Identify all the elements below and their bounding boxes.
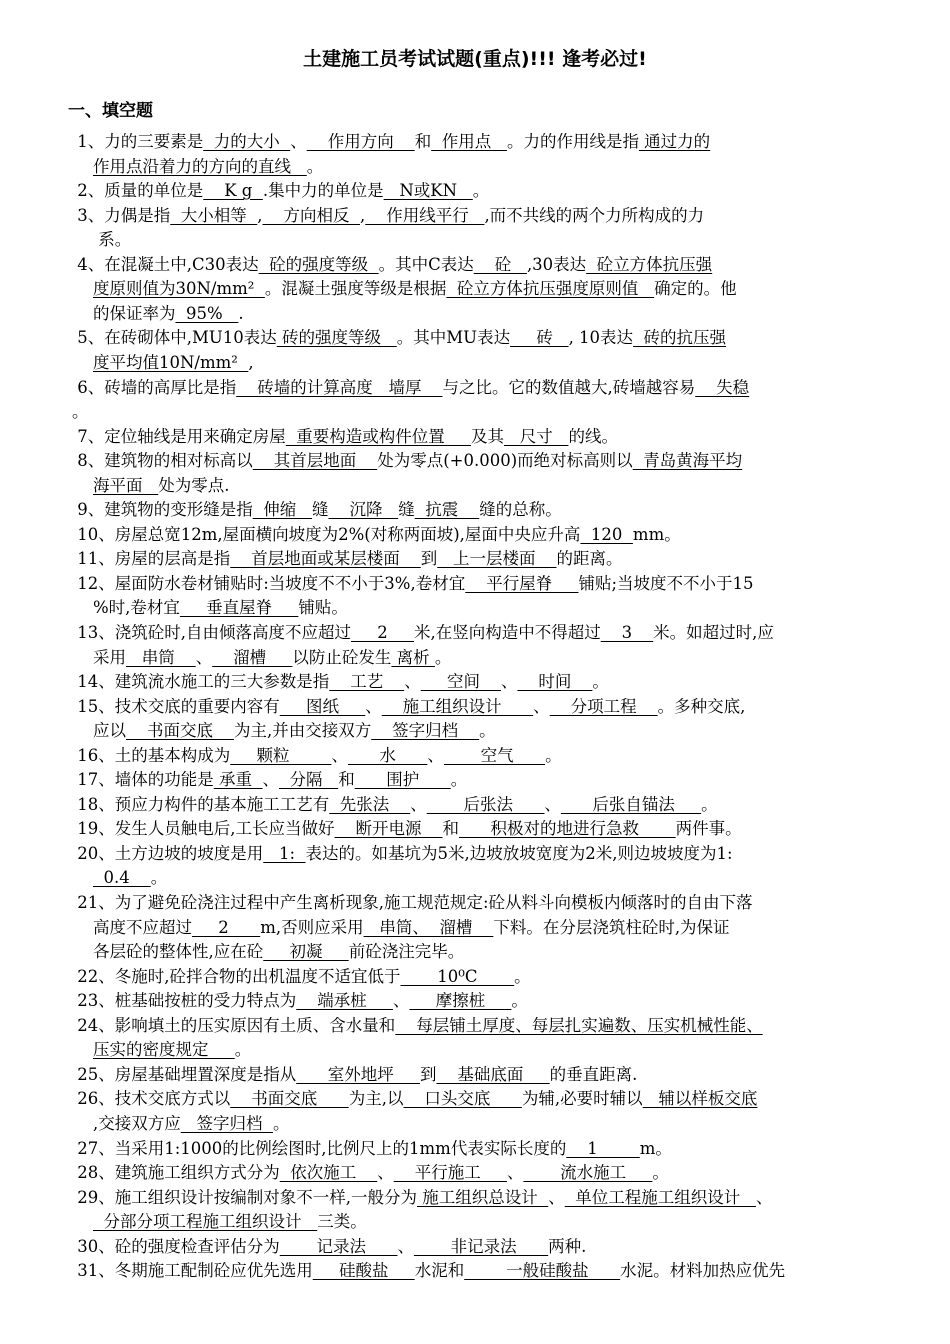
question-text: 和 — [414, 132, 432, 151]
answer-blank: 空气 — [443, 745, 546, 765]
question-line — [72, 400, 892, 425]
answer-blank: 书面交底 — [125, 721, 234, 741]
question-item — [72, 965, 892, 990]
question-item — [72, 1186, 892, 1235]
answer-blank: 围护 — [354, 770, 451, 790]
answer-blank: 硅酸盐 — [312, 1261, 415, 1281]
question-text: 及其 — [470, 426, 504, 446]
question-text: 的保证率为 — [72, 303, 176, 323]
question-text: 米,在竖向构造中不得超过 — [413, 623, 601, 642]
answer-blank: 作用方向 — [306, 132, 415, 151]
question-text — [72, 1040, 93, 1059]
question-text: 、 — [195, 647, 213, 667]
question-line — [72, 989, 892, 1014]
question-text: 系。 — [72, 230, 132, 250]
question-text: 。 — [72, 402, 89, 422]
question-item — [72, 326, 892, 375]
answer-blank: 尺寸 — [503, 426, 569, 446]
question-item — [72, 130, 892, 179]
answer-blank: 砖的抗压强 — [633, 328, 727, 348]
question-line — [72, 1161, 892, 1186]
answer-blank: 砼立方体抗压强 — [586, 254, 713, 274]
question-text: 高度不应超过 — [72, 917, 192, 937]
question-text: 缝 — [311, 500, 329, 520]
answer-blank: 其首层地面 — [252, 451, 378, 471]
answer-blank: 10⁰C — [400, 966, 515, 986]
question-text: 的距离。 — [556, 549, 623, 569]
question-text — [72, 353, 93, 372]
question-text: 、 — [377, 1163, 394, 1183]
answer-blank: 2 — [351, 623, 414, 642]
question-item — [72, 572, 892, 621]
question-line — [72, 1137, 892, 1162]
question-line — [72, 449, 892, 474]
question-text: 。其中MU表达 — [396, 328, 511, 348]
answer-blank: 方向相反 — [262, 205, 360, 225]
question-line — [72, 523, 892, 548]
question-text: 。 — [306, 156, 324, 176]
answer-blank: 辅以样板交底 — [642, 1089, 758, 1109]
question-line — [72, 621, 892, 646]
answer-blank: 溜槽 — [212, 647, 293, 667]
answer-blank: 分隔 — [279, 770, 339, 790]
question-text: 、 — [544, 794, 561, 814]
answer-blank: 施工组织总设计 — [417, 1187, 549, 1207]
question-text: 。 — [472, 181, 490, 201]
question-line — [72, 228, 892, 253]
answer-blank: 砖墙的计算高度 墙厚 — [236, 377, 443, 397]
question-text: 为辅,必要时辅以 — [521, 1089, 643, 1109]
question-text: 3、力偶是指 — [72, 205, 171, 225]
question-text: 。 — [234, 1040, 252, 1060]
question-text: 。 — [511, 991, 528, 1011]
question-text: 31、冬期施工配制砼应优先选用 — [72, 1261, 313, 1281]
question-item — [72, 1087, 892, 1136]
answer-blank: 后张法 — [426, 794, 545, 814]
answer-blank: 流水施工 — [523, 1163, 653, 1183]
question-text: 5、在砖砌体中,MU10表达 — [72, 328, 277, 348]
answer-blank: 水 — [347, 745, 428, 765]
question-text — [72, 279, 93, 298]
answer-blank: 室外地坪 — [296, 1064, 420, 1084]
question-line — [72, 376, 892, 401]
question-text: 。 — [272, 1113, 290, 1133]
question-text: 、 — [290, 132, 307, 151]
question-text: 的线。 — [568, 426, 618, 446]
question-text: 15、技术交底的重要内容有 — [72, 696, 280, 716]
question-text: 27、当采用1:1000的比例绘图时,比例尺上的1mm代表实际长度的 — [72, 1138, 567, 1158]
answer-blank: 作用点 — [431, 132, 507, 151]
answer-blank: 摩擦桩 — [409, 991, 512, 1011]
question-text: 。 — [545, 745, 562, 765]
question-text: , — [248, 352, 254, 372]
answer-blank: 重要构造或构件位置 — [285, 426, 471, 446]
answer-blank: 作用点沿着力的方向的直线 — [92, 156, 307, 176]
answer-blank: 120 — [580, 524, 633, 544]
answer-blank: 分项工程 — [549, 696, 658, 716]
question-text: 9、建筑物的变形缝是指 — [72, 500, 253, 520]
question-item — [72, 1137, 892, 1162]
question-item — [72, 179, 892, 204]
answer-blank: 签字归档 — [180, 1113, 273, 1133]
question-text: 29、施工组织设计按编制对象不一样,一般分为 — [72, 1187, 417, 1207]
question-item — [72, 253, 892, 327]
question-text: 为主,并由交接双方 — [233, 721, 372, 741]
question-text: 两种. — [548, 1236, 587, 1256]
question-text: 。 — [479, 721, 496, 741]
question-item — [72, 670, 892, 695]
question-text: 22、冬施时,砼拌合物的出机温度不适宜低于 — [72, 966, 401, 986]
question-line — [72, 866, 892, 891]
question-text: 。 — [150, 868, 168, 888]
question-text: 处为零点. — [158, 475, 230, 495]
question-line — [72, 351, 892, 376]
question-line — [72, 1014, 892, 1039]
question-text: 两件事。 — [675, 819, 742, 839]
answer-blank: 串筒 — [125, 647, 196, 667]
answer-blank: 基础底面 — [436, 1064, 550, 1084]
question-line — [72, 425, 892, 450]
question-text — [72, 476, 93, 495]
question-text: 确定的。他 — [654, 279, 737, 299]
question-line — [72, 253, 892, 278]
question-text: 20、土方边坡的坡度是用 — [72, 843, 264, 863]
question-text — [72, 1212, 93, 1231]
question-text: 下料。在分层浇筑柱砼时,为保证 — [493, 917, 730, 937]
question-text: 18、预应力构件的基本施工工艺有 — [72, 794, 330, 814]
answer-blank: 施工组织设计 — [381, 696, 534, 716]
question-line — [72, 842, 892, 867]
question-text: 米。如超过时,应 — [653, 623, 774, 642]
question-line — [72, 1063, 892, 1088]
question-text: ,而不共线的两个力所构成的力 — [484, 205, 705, 225]
answer-blank: 砼 — [473, 254, 527, 274]
answer-blank: 依次施工 — [279, 1163, 378, 1183]
question-text: 2、质量的单位是 — [72, 181, 204, 201]
answer-blank: 工艺 — [329, 672, 405, 692]
answer-blank: 2 — [191, 917, 261, 937]
question-line — [72, 817, 892, 842]
question-text: 。混凝土强度等级是根据 — [264, 279, 447, 299]
question-item — [72, 989, 892, 1014]
question-line — [72, 572, 892, 597]
answer-blank: 单位工程施工组织设计 — [564, 1187, 756, 1207]
question-item — [72, 1259, 892, 1284]
question-text: 铺贴;当坡度不不小于15 — [578, 573, 754, 593]
question-line — [72, 326, 892, 351]
answer-blank: 首层地面或某层楼面 — [230, 549, 421, 569]
question-text: 表达的。如基坑为5米,边坡放坡宽度为2米,则边坡坡度为1: — [305, 843, 733, 863]
answer-blank: 作用线平行 — [365, 205, 485, 225]
question-text: 14、建筑流水施工的三大参数是指 — [72, 672, 330, 692]
question-text: 。 — [514, 966, 531, 986]
question-line — [72, 670, 892, 695]
answer-blank: K g — [203, 181, 263, 201]
question-text: 水泥和 — [414, 1261, 465, 1281]
question-line — [72, 1210, 892, 1235]
question-item — [72, 376, 892, 425]
answer-blank: 后张自锚法 — [560, 794, 702, 814]
question-line — [72, 1186, 892, 1211]
question-line — [72, 547, 892, 572]
question-line — [72, 596, 892, 621]
question-text: 。力的作用线是指 — [506, 132, 639, 151]
question-line — [72, 179, 892, 204]
question-text: 、 — [533, 696, 550, 716]
answer-blank: 压实的密度规定 — [92, 1040, 235, 1060]
question-text: 、 — [506, 1163, 524, 1183]
answer-blank: 青岛黄海平均 — [632, 451, 743, 471]
answer-blank: 3 — [600, 623, 654, 642]
question-text: 。 — [450, 770, 468, 790]
question-item — [72, 547, 892, 572]
question-text: 4、在混凝土中,C30表达 — [72, 254, 259, 274]
question-text: m,否则应采用 — [260, 917, 364, 937]
question-line — [72, 940, 892, 965]
question-text — [72, 157, 93, 176]
answer-blank: 离析 — [391, 647, 435, 667]
question-line — [72, 277, 892, 302]
answer-blank: 每层铺土厚度、每层扎实遍数、压实机械性能、 — [395, 1015, 763, 1035]
question-text: 。 — [652, 1163, 669, 1183]
question-line — [72, 719, 892, 744]
question-item — [72, 1161, 892, 1186]
answer-blank: 端承桩 — [296, 991, 393, 1011]
answer-blank: 颗粒 — [230, 745, 332, 765]
question-text: 、 — [410, 794, 427, 814]
question-text: 。其中C表达 — [378, 254, 474, 274]
page-title: 土建施工员考试试题(重点)!!! 逢考必过! — [303, 48, 647, 70]
question-line — [72, 498, 892, 523]
answer-blank: 海平面 — [92, 475, 159, 495]
question-item — [72, 817, 892, 842]
question-text: 缝 — [398, 500, 415, 520]
answer-blank: 一般硅酸盐 — [464, 1261, 621, 1281]
answer-blank: 上一层楼面 — [437, 549, 557, 569]
question-text: mm。 — [632, 524, 681, 544]
question-item — [72, 768, 892, 793]
question-line — [72, 1112, 892, 1137]
question-text: 。 — [592, 672, 609, 692]
question-text: %时,卷材宜 — [72, 598, 180, 618]
question-text: 各层砼的整体性,应在砼 — [72, 942, 264, 962]
answer-blank: 平行屋脊 — [465, 573, 579, 593]
answer-blank: 积极对的地进行急救 — [458, 819, 676, 839]
question-line — [72, 1259, 892, 1284]
question-text: 和 — [338, 770, 355, 790]
answer-blank: 抗震 — [414, 500, 480, 520]
question-text: 水泥。材料加热应优先 — [620, 1261, 786, 1281]
question-line — [72, 474, 892, 499]
answer-blank: 书面交底 — [230, 1089, 349, 1109]
question-text: 与之比。它的数值越大,砖墙越容易 — [442, 377, 696, 397]
answer-blank: 失稳 — [695, 377, 750, 397]
question-line — [72, 1235, 892, 1260]
question-line — [72, 1038, 892, 1063]
answer-blank: 非记录法 — [413, 1236, 549, 1256]
answer-blank: 沉降 — [328, 500, 399, 520]
answer-blank: 分部分项工程施工组织设计 — [92, 1212, 318, 1232]
question-text: 。多种交底, — [657, 696, 746, 716]
question-item — [72, 744, 892, 769]
question-text: , — [257, 205, 263, 225]
answer-blank: 平行施工 — [393, 1163, 507, 1183]
question-text: 。 — [701, 794, 718, 814]
question-line — [72, 204, 892, 229]
answer-blank: 0.4 — [92, 868, 151, 888]
answer-blank: 伸缩 — [252, 500, 312, 520]
question-text: 、 — [427, 745, 444, 765]
question-text: ,30表达 — [526, 254, 587, 274]
question-text: 12、屋面防水卷材铺贴时:当坡度不不小于3%,卷材宜 — [72, 573, 466, 593]
question-text — [72, 868, 93, 887]
question-item — [72, 1235, 892, 1260]
answer-blank: 串筒、 溜槽 — [363, 917, 494, 937]
question-text: 缝的总称。 — [479, 500, 562, 520]
question-line — [72, 130, 892, 155]
question-text: 处为零点(+0.000)而绝对标高则以 — [377, 451, 633, 471]
question-text: 、 — [755, 1187, 773, 1207]
question-line — [72, 916, 892, 941]
question-text: 30、砼的强度检查评估分为 — [72, 1236, 280, 1256]
question-item — [72, 695, 892, 744]
question-item — [72, 1014, 892, 1063]
question-text: 、 — [397, 1236, 414, 1256]
question-line — [72, 646, 892, 671]
question-line — [72, 965, 892, 990]
question-text: 、 — [331, 745, 348, 765]
question-line — [72, 891, 892, 916]
question-line — [72, 1087, 892, 1112]
question-text: 13、浇筑砼时,自由倾落高度不应超过 — [72, 623, 351, 642]
answer-blank: 断开电源 — [334, 819, 443, 839]
question-text: 16、土的基本构成为 — [72, 745, 231, 765]
answer-blank: 砖的强度等级 — [276, 328, 397, 348]
question-item — [72, 621, 892, 670]
answer-blank: 图纸 — [279, 696, 366, 716]
answer-blank: 度平均值10N/mm² — [92, 352, 249, 372]
question-text: 21、为了避免砼浇注过程中产生离析现象,施工规范规定:砼从料斗向模板内倾落时的自由下落 — [72, 893, 753, 913]
answer-blank: 力的大小 — [203, 132, 291, 151]
question-text: . — [238, 303, 244, 323]
question-item — [72, 842, 892, 891]
question-text: 19、发生人员触电后,工长应当做好 — [72, 819, 335, 839]
question-text: 17、墙体的功能是 — [72, 770, 214, 790]
question-text: .集中力的单位是 — [262, 181, 384, 201]
question-line — [72, 793, 892, 818]
answer-blank: 签字归档 — [371, 721, 480, 741]
answer-blank: 口头交底 — [403, 1089, 522, 1109]
answer-blank: 承重 — [213, 770, 263, 790]
question-line — [72, 744, 892, 769]
question-text: 以防止砼发生 — [292, 647, 392, 667]
question-text: 应以 — [72, 721, 126, 741]
question-text: 、 — [392, 991, 410, 1011]
answer-blank: 通过力的 — [638, 132, 711, 151]
answer-blank: 初凝 — [263, 942, 349, 962]
answer-blank: 记录法 — [279, 1236, 398, 1256]
question-text: , — [359, 205, 366, 225]
question-line — [72, 302, 892, 327]
question-item — [72, 891, 892, 965]
question-text: 28、建筑施工组织方式分为 — [72, 1163, 280, 1183]
question-item — [72, 1063, 892, 1088]
question-text: 为主,以 — [348, 1089, 404, 1109]
question-line — [72, 768, 892, 793]
answer-blank: 先张法 — [329, 794, 411, 814]
question-text: 10、房屋总宽12m,屋面横向坡度为2%(对称两面坡),屋面中央应升高 — [72, 524, 581, 544]
question-text: 铺贴。 — [298, 598, 348, 618]
question-text: 6、砖墙的高厚比是指 — [72, 377, 237, 397]
question-text: 。 — [434, 647, 452, 667]
question-item — [72, 793, 892, 818]
question-text: 24、影响填土的压实原因有土质、含水量和 — [72, 1015, 396, 1035]
question-item — [72, 523, 892, 548]
question-text: 、 — [500, 672, 518, 692]
section-heading: 一、填空题 — [68, 101, 153, 121]
question-text: 1、力的三要素是 — [72, 132, 204, 151]
answer-blank: 垂直屋脊 — [179, 598, 299, 618]
question-text: 7、定位轴线是用来确定房屋 — [72, 426, 286, 446]
question-text: , 10表达 — [568, 328, 634, 348]
question-text: 到 — [420, 549, 438, 569]
question-item — [72, 498, 892, 523]
question-line — [72, 695, 892, 720]
question-text: 11、房屋的层高是指 — [72, 549, 231, 569]
answer-blank: 砖 — [510, 328, 569, 348]
question-text: 的垂直距离. — [549, 1064, 638, 1084]
answer-blank: 95% — [175, 303, 239, 323]
question-line — [72, 155, 892, 180]
question-text: 8、建筑物的相对标高以 — [72, 451, 253, 471]
answer-blank: 1: — [263, 843, 306, 863]
question-text: 、 — [548, 1187, 565, 1207]
answer-blank: N或KN — [383, 181, 473, 201]
answer-blank: 时间 — [517, 672, 593, 692]
answer-blank: 砼立方体抗压强度原则值 — [446, 279, 655, 299]
question-text: 25、房屋基础埋置深度是指从 — [72, 1064, 297, 1084]
question-item — [72, 449, 892, 498]
answer-blank: 砼的强度等级 — [258, 254, 379, 274]
answer-blank: 度原则值为30N/mm² — [92, 279, 265, 299]
answer-blank: 1 — [566, 1138, 640, 1158]
question-text: 三类。 — [317, 1212, 367, 1232]
question-text: 23、桩基础按桩的受力特点为 — [72, 991, 297, 1011]
question-text: 和 — [442, 819, 459, 839]
question-text: 、 — [365, 696, 382, 716]
question-item — [72, 425, 892, 450]
question-text: ,交接双方应 — [72, 1113, 181, 1133]
question-text: 26、技术交底方式以 — [72, 1089, 231, 1109]
question-text: 采用 — [72, 647, 126, 667]
question-text: 前砼浇注完毕。 — [348, 942, 465, 962]
answer-blank: 空间 — [420, 672, 501, 692]
question-text: 到 — [419, 1064, 437, 1084]
question-item — [72, 204, 892, 253]
answer-blank: 大小相等 — [170, 205, 258, 225]
question-text: 、 — [262, 770, 279, 790]
question-text: 、 — [404, 672, 421, 692]
question-text: m。 — [639, 1138, 672, 1158]
